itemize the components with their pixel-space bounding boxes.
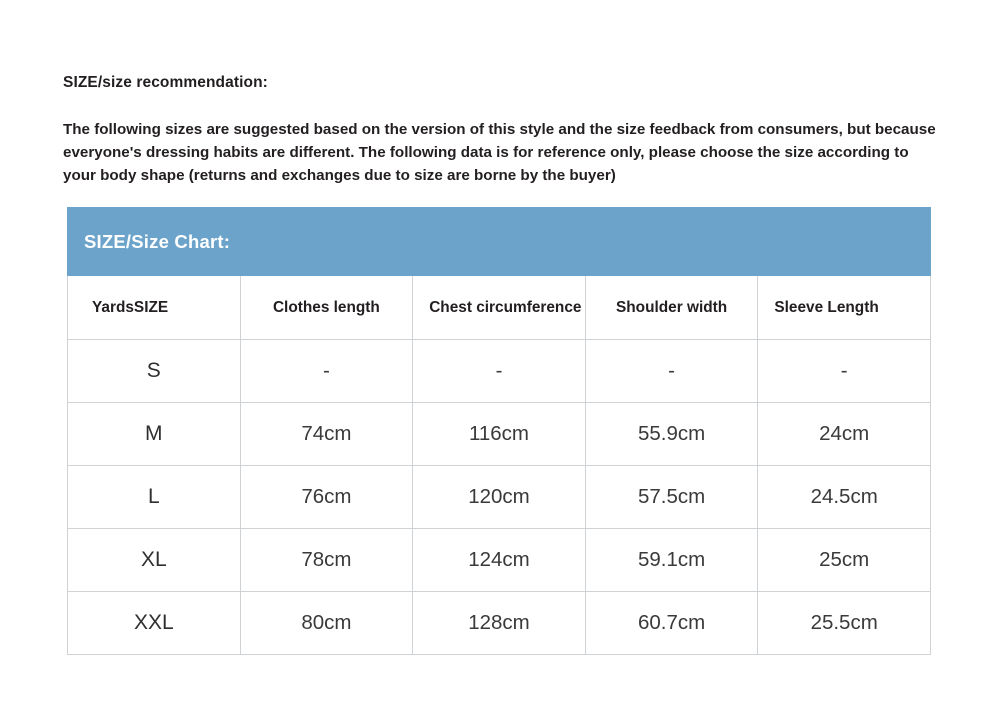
- cell-sleeve-length: 24cm: [758, 403, 931, 466]
- cell-size: S: [68, 340, 241, 403]
- cell-chest-circumference: 116cm: [413, 403, 586, 466]
- table-row: [68, 403, 931, 466]
- size-table-container: [67, 207, 931, 655]
- cell-shoulder-width: -: [585, 340, 758, 403]
- cell-shoulder-width: 59.1cm: [585, 529, 758, 592]
- page-title: SIZE/size recommendation:: [63, 74, 268, 91]
- cell-chest-circumference: -: [413, 340, 586, 403]
- table-row: [68, 592, 931, 655]
- cell-clothes-length: 80cm: [240, 592, 413, 655]
- table-row: [68, 466, 931, 529]
- cell-sleeve-length: 24.5cm: [758, 466, 931, 529]
- cell-sleeve-length: -: [758, 340, 931, 403]
- cell-size: XL: [68, 529, 241, 592]
- table-row: [68, 340, 931, 403]
- cell-clothes-length: -: [240, 340, 413, 403]
- size-table: [67, 207, 931, 655]
- intro-paragraph: The following sizes are suggested based on the version of this style and the size feedback from consumers, but because everyone's dressing habits are different. The following data is for reference only, please choose the size according to your body shape (returns and exchanges due to size are borne by the buyer): [63, 121, 936, 185]
- cell-shoulder-width: 55.9cm: [585, 403, 758, 466]
- table-header-row: [68, 276, 931, 340]
- cell-chest-circumference: 124cm: [413, 529, 586, 592]
- column-header-shoulder-width: Shoulder width: [585, 276, 758, 340]
- table-row: [68, 529, 931, 592]
- cell-clothes-length: 74cm: [240, 403, 413, 466]
- column-header-size: YardsSIZE: [68, 276, 241, 340]
- cell-chest-circumference: 120cm: [413, 466, 586, 529]
- cell-shoulder-width: 60.7cm: [585, 592, 758, 655]
- column-header-clothes-length: Clothes length: [240, 276, 413, 340]
- cell-size: M: [68, 403, 241, 466]
- cell-size: L: [68, 466, 241, 529]
- cell-chest-circumference: 128cm: [413, 592, 586, 655]
- size-chart-title: SIZE/Size Chart:: [68, 208, 931, 276]
- cell-clothes-length: 76cm: [240, 466, 413, 529]
- cell-clothes-length: 78cm: [240, 529, 413, 592]
- column-header-sleeve-length: Sleeve Length: [758, 276, 931, 340]
- cell-shoulder-width: 57.5cm: [585, 466, 758, 529]
- cell-size: XXL: [68, 592, 241, 655]
- column-header-chest-circumference: Chest circumference: [413, 276, 586, 340]
- cell-sleeve-length: 25cm: [758, 529, 931, 592]
- cell-sleeve-length: 25.5cm: [758, 592, 931, 655]
- table-title-row: [68, 208, 931, 276]
